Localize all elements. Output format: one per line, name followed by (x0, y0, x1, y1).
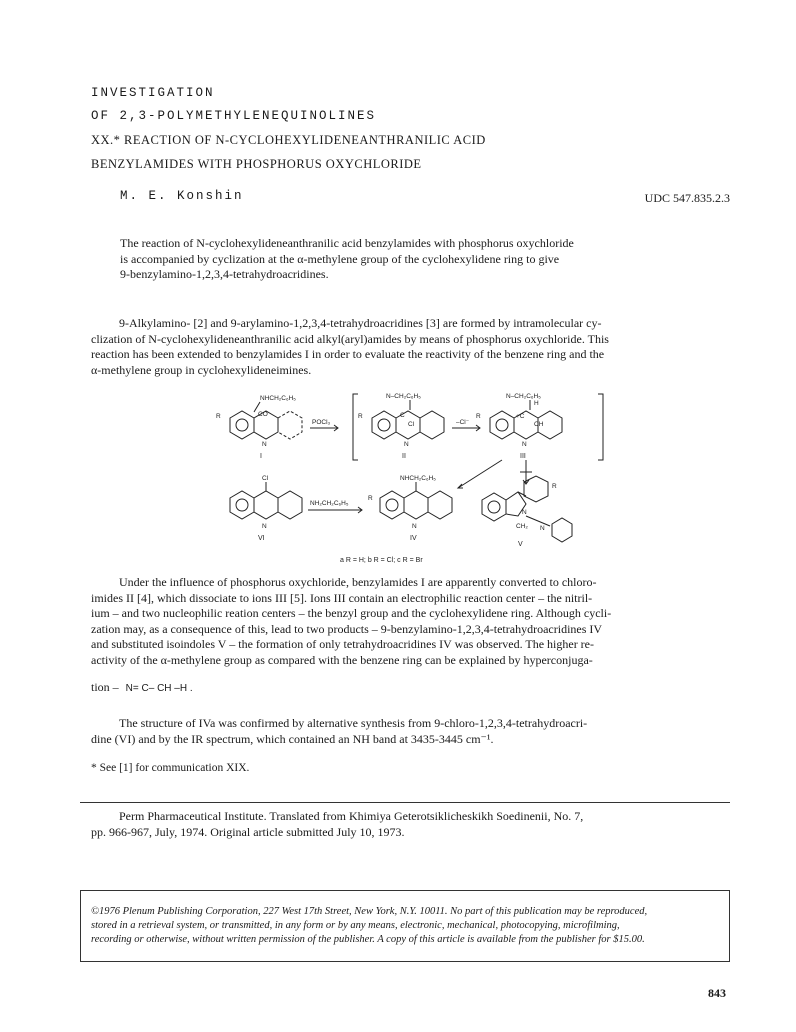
text-line: Perm Pharmaceutical Institute. Translated from Khimiya Geterotsiklicheskikh Soedinenii, No. 7, (119, 809, 584, 823)
title-line-3: XX.* REACTION OF N-CYCLOHEXYLIDENEANTHRANILIC ACID (91, 133, 486, 147)
text-line: pp. 966-967, July, 1974. Original article submitted July 10, 1973. (91, 825, 405, 839)
carbocation-III: +C (516, 413, 525, 420)
imine-nitrogen-V: N (540, 525, 545, 532)
benzene-ring-II (372, 411, 396, 439)
copyright-box (80, 890, 730, 962)
text-line: The structure of IVa was confirmed by alternative synthesis from 9-chloro-1,2,3,4-tetrahydroacri- (119, 716, 588, 730)
substituent-III: N–CH₂C₆H₅ (506, 393, 541, 400)
text-line: Under the influence of phosphorus oxychloride, benzylamides I are apparently converted to chloro- (119, 575, 597, 589)
r-group-V: R (552, 483, 557, 490)
title-line-2: OF 2,3-POLYMETHYLENEQUINOLINES (91, 109, 377, 123)
reaction-scheme (190, 388, 620, 568)
cyclohexane-ring-VI (278, 491, 302, 519)
reagent-benzylamine: NH₂CH₂C₆H₅ (310, 500, 349, 507)
text-line: imides II [4], which dissociate to ions III [5]. Ions III contain an electrophilic reaction center – the nitril- (91, 590, 593, 605)
reagent-pocl3: POCl₃ (312, 419, 331, 426)
text-line: recording or otherwise, without written permission of the publisher. A copy of this article is available from the publisher for $15.00. (91, 934, 645, 945)
divider-rule (80, 802, 730, 803)
institute-note (91, 808, 731, 840)
nitrogen-V: N (522, 509, 527, 516)
ring-VI-b (254, 491, 278, 519)
hydrogen-III: H (534, 400, 539, 407)
text-line: dine (VI) and by the IR spectrum, which contained an NH band at 3435-3445 cm⁻¹. (91, 731, 494, 746)
ch-III: CH (534, 421, 544, 428)
label-VI: VI (258, 535, 265, 542)
chlorine-VI: Cl (262, 475, 269, 482)
text-line: reaction has been extended to benzylamides I in order to evaluate the reactivity of the benzene ring and the (91, 347, 605, 361)
hyperconjugation-formula: N= C– CH –H . (125, 683, 193, 694)
abstract-line: The reaction of N-cyclohexylideneanthranilic acid benzylamides with phosphorus oxychloride (120, 236, 574, 250)
label-V: V (518, 541, 523, 548)
ch2-V: CH₂ (516, 523, 528, 530)
text-line: activity of the α-methylene group as compared with the benzene ring can be explained by hyperconjuga- (91, 652, 593, 667)
title-line-1: INVESTIGATION (91, 86, 215, 100)
text-line: ©1976 Plenum Publishing Corporation, 227 West 17th Street, New York, N.Y. 10011. No part of this publication may be reproduced, (91, 906, 648, 917)
benzene-ring-VI (230, 491, 254, 519)
cyclohexylidene-ring-V (552, 518, 572, 542)
text-line: 9-Alkylamino- [2] and 9-arylamino-1,2,3,4-tetrahydroacridines [3] are formed by intramolecular cy- (119, 316, 602, 330)
nitrogen-II: N (404, 441, 409, 448)
substituent-II: N–CH₂C₆H₅ (386, 393, 421, 400)
reagent-chloride-loss: –Cl⁻ (456, 419, 470, 426)
label-IV: IV (410, 535, 417, 542)
paragraph-2 (91, 575, 731, 668)
substituent-IV: NHCH₂C₆H₅ (400, 475, 436, 482)
nitrogen-III: N (522, 441, 527, 448)
abstract (120, 236, 720, 283)
footnote: * See [1] for communication XIX. (91, 762, 250, 774)
hyperconjugation-line (91, 680, 193, 695)
aryl-ring-V (524, 476, 548, 502)
paragraph-3 (91, 716, 731, 747)
benzene-ring-III (490, 411, 514, 439)
paragraph-1 (91, 316, 731, 378)
abstract-line: is accompanied by cyclization at the α-methylene group of the cyclohexylidene ring to give (120, 251, 560, 266)
title-line-4: BENZYLAMIDES WITH PHOSPHORUS OXYCHLORIDE (91, 157, 422, 171)
r-group-III: R (476, 413, 481, 420)
carbonyl-I: CO (258, 411, 268, 418)
copyright-notice (91, 905, 721, 947)
abstract-line: 9-benzylamino-1,2,3,4-tetrahydroacridines. (120, 267, 329, 281)
cyclohexane-ring-IV (428, 491, 452, 519)
label-II: II (402, 453, 406, 460)
benzene-ring-V (482, 493, 506, 521)
text-fragment: tion – (91, 680, 119, 694)
text-line: and substituted isoindoles V – the formation of only tetrahydroacridines IV was observed. The higher re- (91, 637, 595, 651)
label-I: I (260, 453, 262, 460)
chlorine-II: Cl (408, 421, 415, 428)
r-group-II: R (358, 413, 363, 420)
benzene-ring-I (230, 411, 254, 439)
text-line: clization of N-cyclohexylideneanthranilic acid alkyl(aryl)amides by means of phosphorus oxychloride. This (91, 331, 609, 346)
text-line: zation may, as a consequence of this, lead to two products – 9-benzylamino-1,2,3,4-tetrahydroacridines IV (91, 621, 603, 636)
r-group-IV: R (368, 495, 373, 502)
r-group-I: R (216, 413, 221, 420)
nitrogen-I: N (262, 441, 267, 448)
udc-code: UDC 547.835.2.3 (644, 191, 730, 205)
text-line: ium – and two nucleophilic reation centers – the benzyl group and the cyclohexylidene ring. Although cycli- (91, 606, 612, 620)
substituent-I: NHCH₂C₆H₅ (260, 395, 296, 402)
nitrogen-IV: N (412, 523, 417, 530)
scheme-caption: a R = H; b R = Cl; c R = Br (340, 557, 423, 564)
nitrogen-VI: N (262, 523, 267, 530)
ring-IV-b (404, 491, 428, 519)
label-III: III (520, 453, 526, 460)
benzene-ring-IV (380, 491, 404, 519)
cyclohexane-ring-II (420, 411, 444, 439)
text-line: α-methylene group in cyclohexylideneimines. (91, 362, 312, 377)
author: M. E. Konshin (120, 189, 244, 203)
carbon-II: C (400, 412, 405, 419)
text-line: stored in a retrieval system, or transmitted, in any form or by any means, electronic, mechanical, photocopying, microfilming, (91, 920, 620, 931)
page-number: 843 (708, 986, 726, 1000)
cyclohexylidene-ring-I (278, 411, 302, 439)
